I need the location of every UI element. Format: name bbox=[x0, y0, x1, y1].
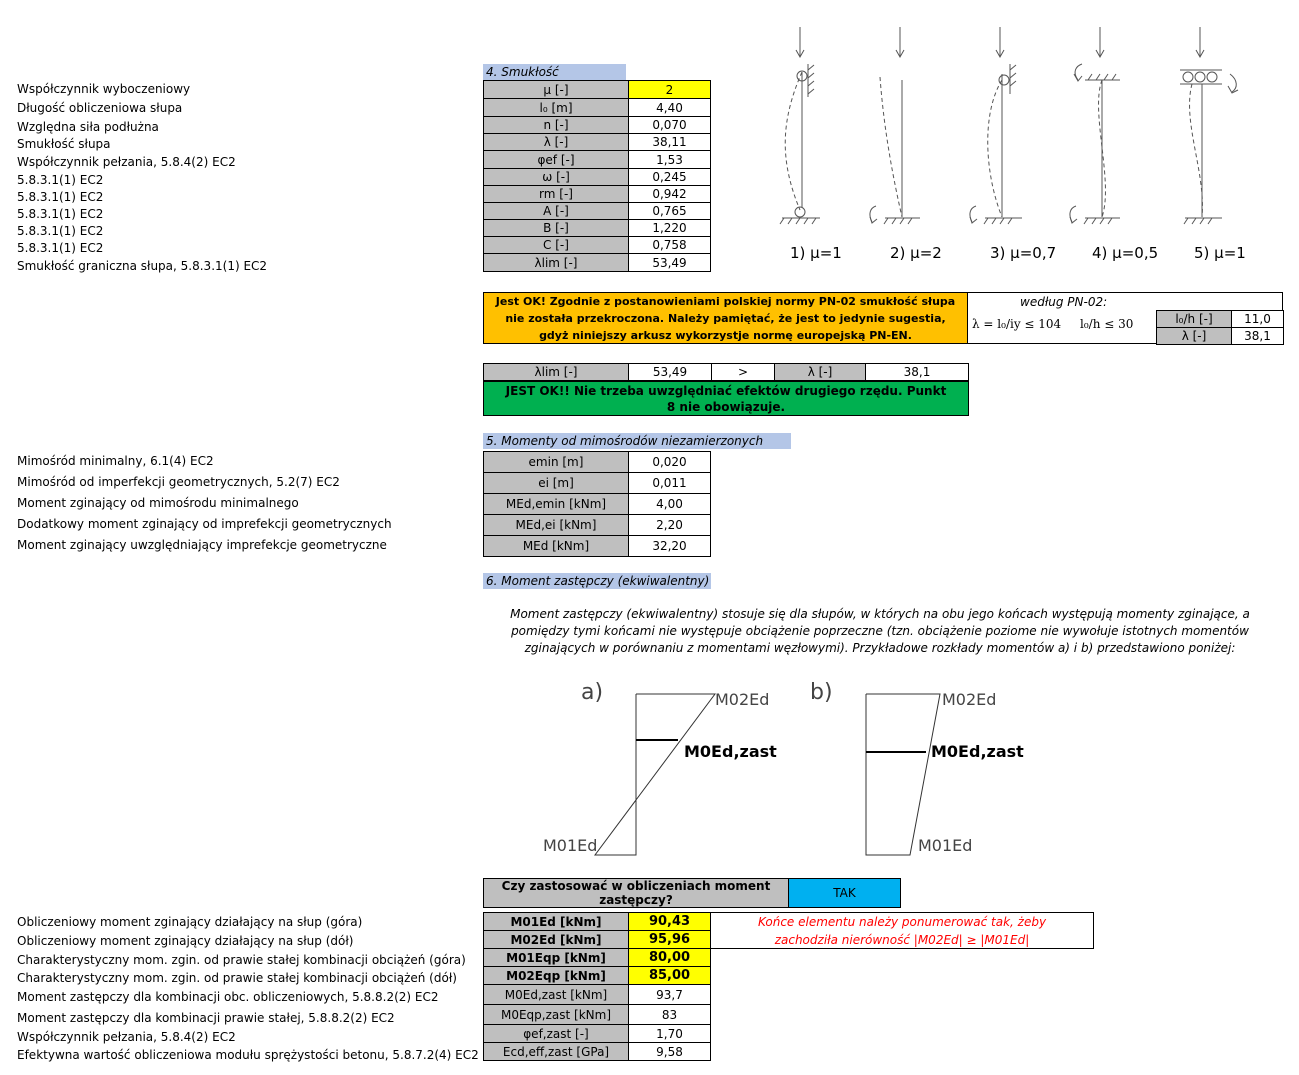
label: Mimośród od imperfekcji geometrycznych, 5.2(7) EC2 bbox=[17, 475, 340, 489]
cell-value: 0,020 bbox=[629, 452, 711, 473]
cell-value: 2,20 bbox=[629, 515, 711, 536]
cell-value: 1,220 bbox=[629, 220, 711, 237]
cell-key: M01Eqp [kNm] bbox=[484, 949, 629, 967]
cell-value: 0,942 bbox=[629, 186, 711, 203]
label: Obliczeniowy moment zginający działający na słup (góra) bbox=[17, 915, 363, 929]
label: Smukłość graniczna słupa, 5.8.3.1(1) EC2 bbox=[17, 259, 268, 273]
label: Moment zginający od mimośrodu minimalnego bbox=[17, 496, 299, 510]
label: Moment zastępczy dla kombinacji prawie stałej, 5.8.8.2(2) EC2 bbox=[17, 1011, 395, 1025]
cell-value: 53,49 bbox=[629, 254, 711, 272]
cell-key: M02Eqp [kNm] bbox=[484, 967, 629, 985]
equivalent-moment-description: Moment zastępczy (ekwiwalentny) stosuje się dla słupów, w których na obu jego końcach występują momenty zginające, a pomiędzy tymi końcami nie występuje obciążenie poprzeczne (tzn. obciążenie poziome nie wywołuje istotnych momentów zginających w porównaniu z momentami węzłowymi). Przykładowe rozkłady momentów a) i b) przedstawiono poniżej: bbox=[510, 607, 1250, 655]
section-5-title: 5. Momenty od mimośrodów niezamierzonych bbox=[483, 433, 791, 449]
cell-key: n [-] bbox=[484, 117, 629, 134]
cell-value: 4,40 bbox=[629, 99, 711, 117]
m0-label-a: M0Ed,zast bbox=[684, 742, 777, 761]
m01-label-a: M01Ed bbox=[543, 836, 598, 855]
case-4-label: 4) μ=0,5 bbox=[1092, 244, 1159, 262]
cell-key: λlim [-] bbox=[484, 364, 629, 381]
cell-value: 53,49 bbox=[629, 364, 712, 381]
pn02-header: według PN-02: bbox=[1020, 295, 1108, 309]
cell-key: MEd [kNm] bbox=[484, 536, 629, 557]
cell-value: 38,1 bbox=[866, 364, 969, 381]
label: Długość obliczeniowa słupa bbox=[17, 101, 183, 115]
label: Obliczeniowy moment zginający działający na słup (dół) bbox=[17, 934, 354, 948]
buckling-cases-diagram bbox=[760, 22, 1260, 267]
cell-key: λ [-] bbox=[484, 134, 629, 151]
label: Moment zastępczy dla kombinacji obc. obliczeniowych, 5.8.8.2(2) EC2 bbox=[17, 990, 439, 1004]
pn02-formula-2: l₀/h ≤ 30 bbox=[1080, 317, 1134, 331]
second-order-ok-message: JEST OK!! Nie trzeba uwzględniać efektów drugiego rzędu. Punkt 8 nie obowiązuje. bbox=[483, 381, 969, 416]
diagram-a-label: a) bbox=[581, 680, 604, 705]
label: 5.8.3.1(1) EC2 bbox=[17, 224, 104, 238]
cell-key: C [-] bbox=[484, 237, 629, 254]
slenderness-table bbox=[483, 80, 711, 272]
compare-operator: > bbox=[712, 364, 775, 381]
m01eqp-input[interactable]: 80,00 bbox=[629, 949, 711, 967]
m02-label-a: M02Ed bbox=[715, 690, 770, 709]
cell-key: λ [-] bbox=[1157, 328, 1232, 345]
cell-value: 32,20 bbox=[629, 536, 711, 557]
cell-key: MEd,ei [kNm] bbox=[484, 515, 629, 536]
label: Współczynnik pełzania, 5.8.4(2) EC2 bbox=[17, 1030, 236, 1044]
label: 5.8.3.1(1) EC2 bbox=[17, 241, 104, 255]
cell-value: 0,070 bbox=[629, 117, 711, 134]
cell-key: l₀ [m] bbox=[484, 99, 629, 117]
moments-table bbox=[483, 912, 711, 1061]
label: Charakterystyczny mom. zgin. od prawie stałej kombinacji obciążeń (dół) bbox=[17, 971, 457, 985]
cell-key: M0Ed,zast [kNm] bbox=[484, 985, 629, 1005]
cell-value: 1,53 bbox=[629, 151, 711, 169]
cell-value: 83 bbox=[629, 1005, 711, 1025]
label: Współczynnik pełzania, 5.8.4(2) EC2 bbox=[17, 155, 236, 169]
case-5-label: 5) μ=1 bbox=[1194, 244, 1246, 262]
m01ed-input[interactable]: 90,43 bbox=[629, 913, 711, 931]
cell-value: 0,765 bbox=[629, 203, 711, 220]
cell-value: 93,7 bbox=[629, 985, 711, 1005]
section-4-title: 4. Smukłość bbox=[483, 64, 626, 80]
cell-value: 0,011 bbox=[629, 473, 711, 494]
mu-input[interactable]: 2 bbox=[629, 81, 711, 99]
m0-label-b: M0Ed,zast bbox=[931, 742, 1024, 761]
label: Smukłość słupa bbox=[17, 137, 111, 151]
cell-key: μ [-] bbox=[484, 81, 629, 99]
cell-value: 38,1 bbox=[1232, 328, 1284, 345]
cell-key: ω [-] bbox=[484, 169, 629, 186]
label: 5.8.3.1(1) EC2 bbox=[17, 207, 104, 221]
cell-value: 1,70 bbox=[629, 1025, 711, 1043]
cell-key: λlim [-] bbox=[484, 254, 629, 272]
compare-table bbox=[483, 363, 969, 381]
case-2-label: 2) μ=2 bbox=[890, 244, 942, 262]
label: Współczynnik wyboczeniowy bbox=[17, 82, 191, 96]
cell-key: B [-] bbox=[484, 220, 629, 237]
equivalent-moment-select[interactable]: TAK bbox=[789, 879, 901, 908]
pn02-formula-1: λ = l₀/iy ≤ 104 bbox=[972, 317, 1062, 331]
case-3-label: 3) μ=0,7 bbox=[990, 244, 1057, 262]
label: Mimośród minimalny, 6.1(4) EC2 bbox=[17, 454, 214, 468]
cell-key: φef [-] bbox=[484, 151, 629, 169]
label: Względna siła podłużna bbox=[17, 120, 159, 134]
m02-label-b: M02Ed bbox=[942, 690, 997, 709]
m02ed-input[interactable]: 95,96 bbox=[629, 931, 711, 949]
m02eqp-input[interactable]: 85,00 bbox=[629, 967, 711, 985]
m01-label-b: M01Ed bbox=[918, 836, 973, 855]
cell-value: 38,11 bbox=[629, 134, 711, 151]
cell-key: M01Ed [kNm] bbox=[484, 913, 629, 931]
cell-key: ei [m] bbox=[484, 473, 629, 494]
cell-value: 0,758 bbox=[629, 237, 711, 254]
label: Charakterystyczny mom. zgin. od prawie stałej kombinacji obciążeń (góra) bbox=[17, 953, 466, 967]
question-label: Czy zastosować w obliczeniach moment zastępczy? bbox=[484, 879, 789, 908]
cell-key: M02Ed [kNm] bbox=[484, 931, 629, 949]
pn02-table bbox=[1156, 310, 1284, 345]
case-1-label: 1) μ=1 bbox=[790, 244, 842, 262]
cell-key: rm [-] bbox=[484, 186, 629, 203]
pn02-panel bbox=[967, 292, 1283, 344]
cell-key: M0Eqp,zast [kNm] bbox=[484, 1005, 629, 1025]
diagram-b-label: b) bbox=[810, 680, 833, 705]
cell-key: φef,zast [-] bbox=[484, 1025, 629, 1043]
label: Efektywna wartość obliczeniowa modułu sprężystości betonu, 5.8.7.2(4) EC2 bbox=[17, 1048, 479, 1062]
cell-value: 4,00 bbox=[629, 494, 711, 515]
eccentricity-table bbox=[483, 451, 711, 557]
section-6-title: 6. Moment zastępczy (ekwiwalentny) bbox=[483, 573, 711, 589]
cell-key: MEd,emin [kNm] bbox=[484, 494, 629, 515]
cell-value: 0,245 bbox=[629, 169, 711, 186]
label: 5.8.3.1(1) EC2 bbox=[17, 190, 104, 204]
cell-key: l₀/h [-] bbox=[1157, 311, 1232, 328]
cell-key: Ecd,eff,zast [GPa] bbox=[484, 1043, 629, 1061]
cell-value: 11,0 bbox=[1232, 311, 1284, 328]
equivalent-moment-question bbox=[483, 878, 901, 908]
label: Dodatkowy moment zginający od imprefekcji geometrycznych bbox=[17, 517, 392, 531]
moment-diagrams bbox=[540, 680, 1000, 860]
label: 5.8.3.1(1) EC2 bbox=[17, 173, 104, 187]
cell-value: 9,58 bbox=[629, 1043, 711, 1061]
pn02-ok-message: Jest OK! Zgodnie z postanowieniami polskiej normy PN-02 smukłość słupa nie została przekroczona. Należy pamiętać, że jest to jedynie sugestia, gdyż niniejszy arkusz wykorzystje normę europejską PN-EN. bbox=[483, 292, 968, 344]
cell-key: emin [m] bbox=[484, 452, 629, 473]
cell-key: A [-] bbox=[484, 203, 629, 220]
numbering-note: Końce elementu należy ponumerować tak, żeby zachodziła nierówność |M02Ed| ≥ |M01Ed| bbox=[710, 912, 1094, 949]
label: Moment zginający uwzględniający imprefekcje geometryczne bbox=[17, 538, 387, 552]
cell-key: λ [-] bbox=[775, 364, 866, 381]
